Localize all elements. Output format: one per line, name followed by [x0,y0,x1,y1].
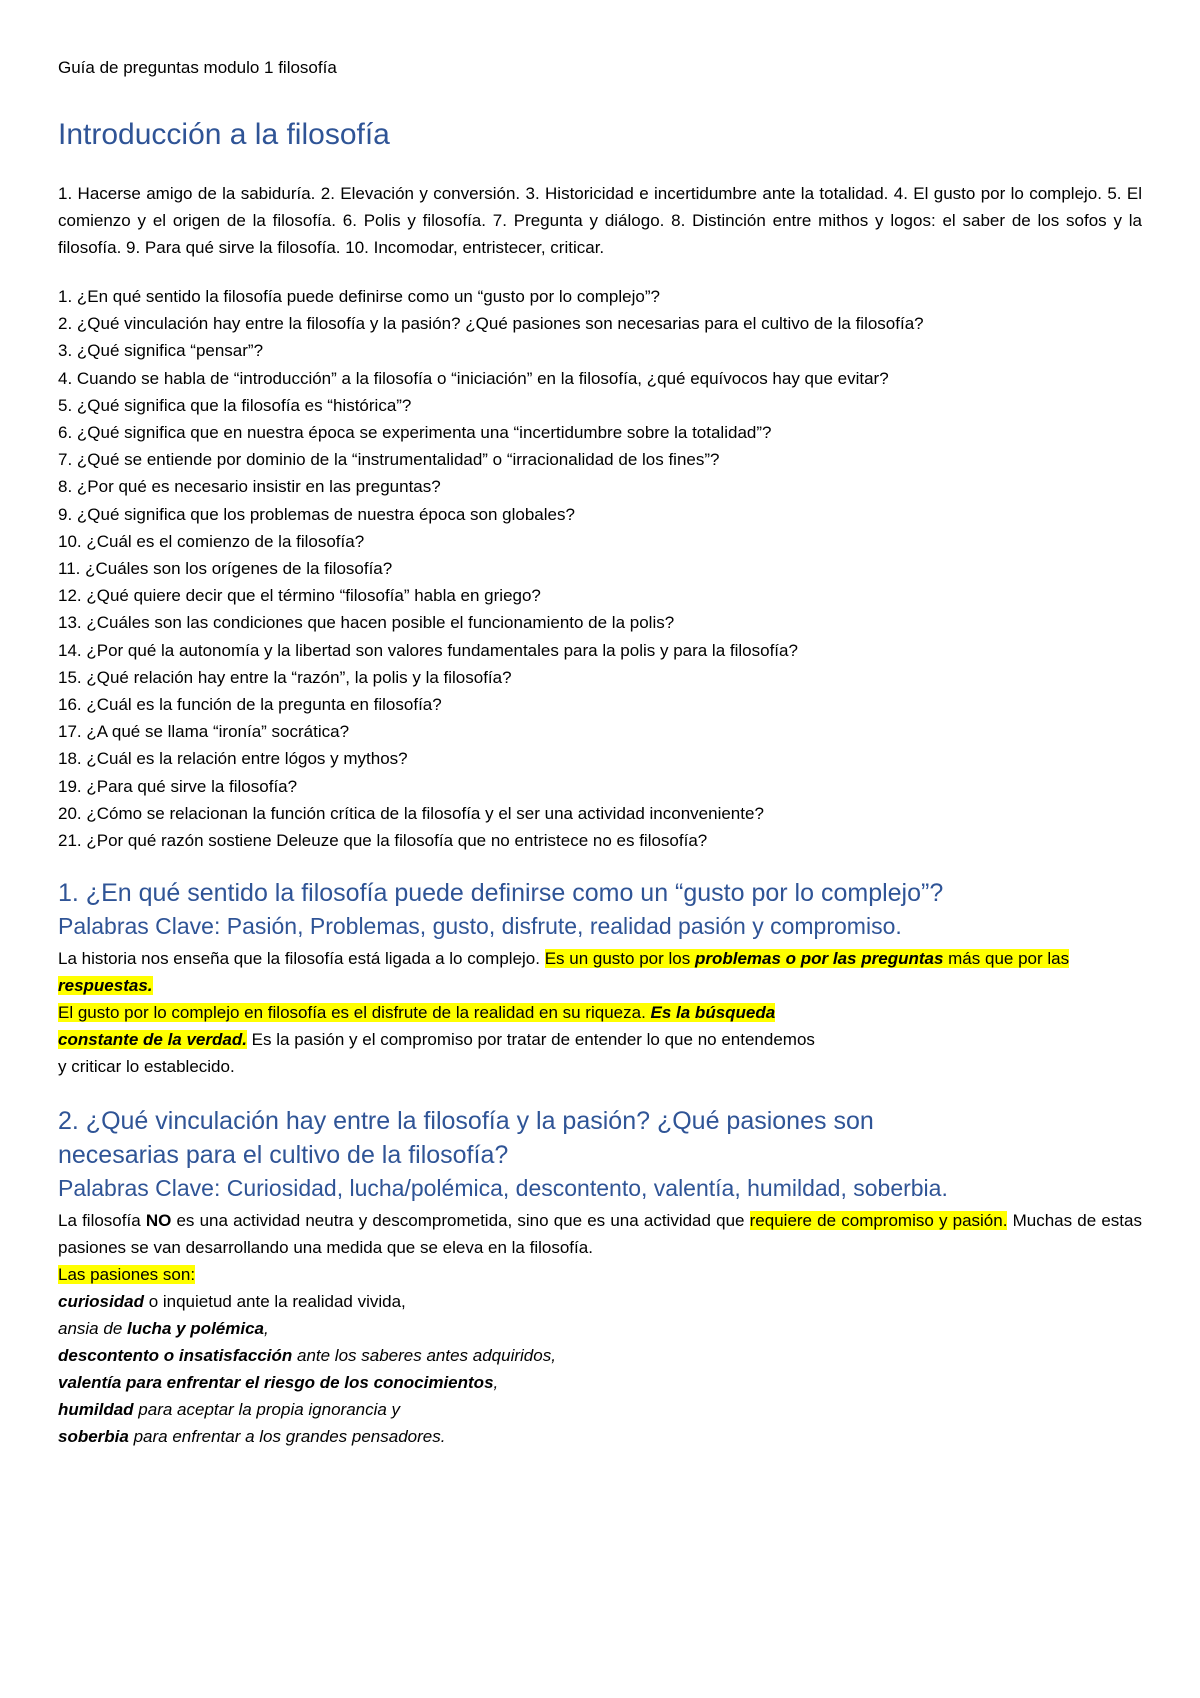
section-1-paragraph-4: y criticar lo establecido. [58,1057,235,1077]
text-run: Es la pasión y el compromiso por tratar de entender lo que no entendemos [246,1030,815,1050]
question-item: 2. ¿Qué vinculación hay entre la filosofía y la pasión? ¿Qué pasiones son necesarias para el cultivo de la filosofía? [58,314,924,334]
text-run: descontento o insatisfacción [58,1346,293,1366]
question-item: 8. ¿Por qué es necesario insistir en las preguntas? [58,477,441,497]
text-run: Muchas de estas pasiones se van desarrollando una medida que se eleva en la filosofía. [58,1211,1142,1258]
section-2-paragraph-1 [58,1207,1142,1261]
text-run: La filosofía [58,1211,146,1231]
passion-item [58,1369,1142,1396]
text-run: Es un gusto por los [544,949,695,969]
text-run: o inquietud ante la realidad vivida, [143,1292,406,1312]
section-1-paragraph-3 [58,1026,1142,1053]
section-1-keywords: Palabras Clave: Pasión, Problemas, gusto, disfrute, realidad pasión y compromiso. [58,913,902,940]
question-item: 16. ¿Cuál es la función de la pregunta en filosofía? [58,695,442,715]
page-header: Guía de preguntas modulo 1 filosofía [58,58,337,77]
document-title: Introducción a la filosofía [58,118,390,151]
section-1-paragraph-1 [58,945,1142,999]
question-item: 5. ¿Qué significa que la filosofía es “histórica”? [58,395,412,415]
question-item: 1. ¿En qué sentido la filosofía puede definirse como un “gusto por lo complejo”? [58,287,660,306]
passions-label [58,1261,1142,1288]
question-item: 7. ¿Qué se entiende por dominio de la “instrumentalidad” o “irracionalidad de los fines”? [58,450,720,470]
passion-item [58,1396,1142,1423]
passion-item [58,1423,1142,1450]
text-run: problemas o por las preguntas [694,949,944,969]
section-1 [58,876,1142,1080]
text-run: La historia nos enseña que la filosofía está ligada a lo complejo. [58,949,545,969]
section-2-heading: 2. ¿Qué vinculación hay entre la filosofía y la pasión? ¿Qué pasiones son necesarias para el cultivo de la filosofía? [58,1107,874,1170]
text-run: para aceptar la propia ignorancia y [133,1400,401,1420]
question-item: 11. ¿Cuáles son los orígenes de la filosofía? [58,559,393,579]
question-item: 12. ¿Qué quiere decir que el término “filosofía” habla en griego? [58,586,541,606]
section-1-paragraph-2 [58,999,1142,1026]
text-run: , [493,1373,499,1393]
passion-item [58,1315,1142,1342]
question-item: 19. ¿Para qué sirve la filosofía? [58,776,298,796]
text-run: respuestas. [58,976,153,996]
highlight: constante de la verdad. [58,1030,247,1050]
text-run: es una actividad neutra y descomprometida, sino que es una actividad que [171,1211,750,1231]
topics-paragraph: 1. Hacerse amigo de la sabiduría. 2. Elevación y conversión. 3. Historicidad e incertidumbre ante la totalidad. 4. El gusto por lo complejo. 5. El comienzo y el origen de la filosofía. 6. Polis y filosofía. 7. Pregunta y diálogo. 8. Distinción entre mithos y logos: el saber de los sofos y la filosofía. 9. Para qué sirve la filosofía. 10. Incomodar, entristecer, criticar. [58,184,1142,257]
text-run: curiosidad [58,1292,144,1312]
highlight: requiere de compromiso y pasión. [749,1211,1008,1231]
question-item: 20. ¿Cómo se relacionan la función crítica de la filosofía y el ser una actividad inconveniente? [58,803,764,823]
question-item: 18. ¿Cuál es la relación entre lógos y mythos? [58,749,408,769]
text-run: más que por las [943,949,1070,969]
text-run: ante los saberes antes adquiridos, [292,1346,556,1366]
question-item: 15. ¿Qué relación hay entre la “razón”, la polis y la filosofía? [58,667,512,687]
text-run: El gusto por lo complejo en filosofía es el disfrute de la realidad en su riqueza. [58,1003,651,1023]
question-item: 3. ¿Qué significa “pensar”? [58,341,264,361]
text-run: ansia de [58,1319,127,1339]
question-item: 13. ¿Cuáles son las condiciones que hacen posible el funcionamiento de la polis? [58,613,675,633]
text-run: valentía para enfrentar el riesgo de los conocimientos [58,1373,494,1393]
questions-list [58,283,1142,854]
text-run: lucha y polémica [127,1319,264,1339]
passion-item [58,1342,1142,1369]
question-item: 21. ¿Por qué razón sostiene Deleuze que la filosofía que no entristece no es filosofía? [58,831,708,851]
text-run: NO [145,1211,172,1231]
section-1-heading: 1. ¿En qué sentido la filosofía puede definirse como un “gusto por lo complejo”? [58,879,944,908]
section-2 [58,1104,1142,1450]
highlight: Las pasiones son: [58,1265,196,1285]
question-item: 4. Cuando se habla de “introducción” a la filosofía o “iniciación” en la filosofía, ¿qué equívocos hay que evitar? [58,368,889,388]
text-run: Es la búsqueda [650,1003,776,1023]
question-item: 10. ¿Cuál es el comienzo de la filosofía? [58,531,365,551]
text-run: para enfrentar a los grandes pensadores. [128,1427,446,1447]
passion-item [58,1288,1142,1315]
question-item: 14. ¿Por qué la autonomía y la libertad son valores fundamentales para la polis y para la filosofía? [58,640,798,660]
question-item: 17. ¿A qué se llama “ironía” socrática? [58,722,350,742]
text-run: , [264,1319,269,1339]
text-run: soberbia [58,1427,129,1447]
highlight [58,1003,775,1022]
question-item: 6. ¿Qué significa que en nuestra época se experimenta una “incertidumbre sobre la totalidad”? [58,423,772,443]
section-2-keywords: Palabras Clave: Curiosidad, lucha/polémica, descontento, valentía, humildad, soberbia. [58,1175,948,1202]
question-item: 9. ¿Qué significa que los problemas de nuestra época son globales? [58,504,575,524]
text-run: humildad [58,1400,134,1420]
